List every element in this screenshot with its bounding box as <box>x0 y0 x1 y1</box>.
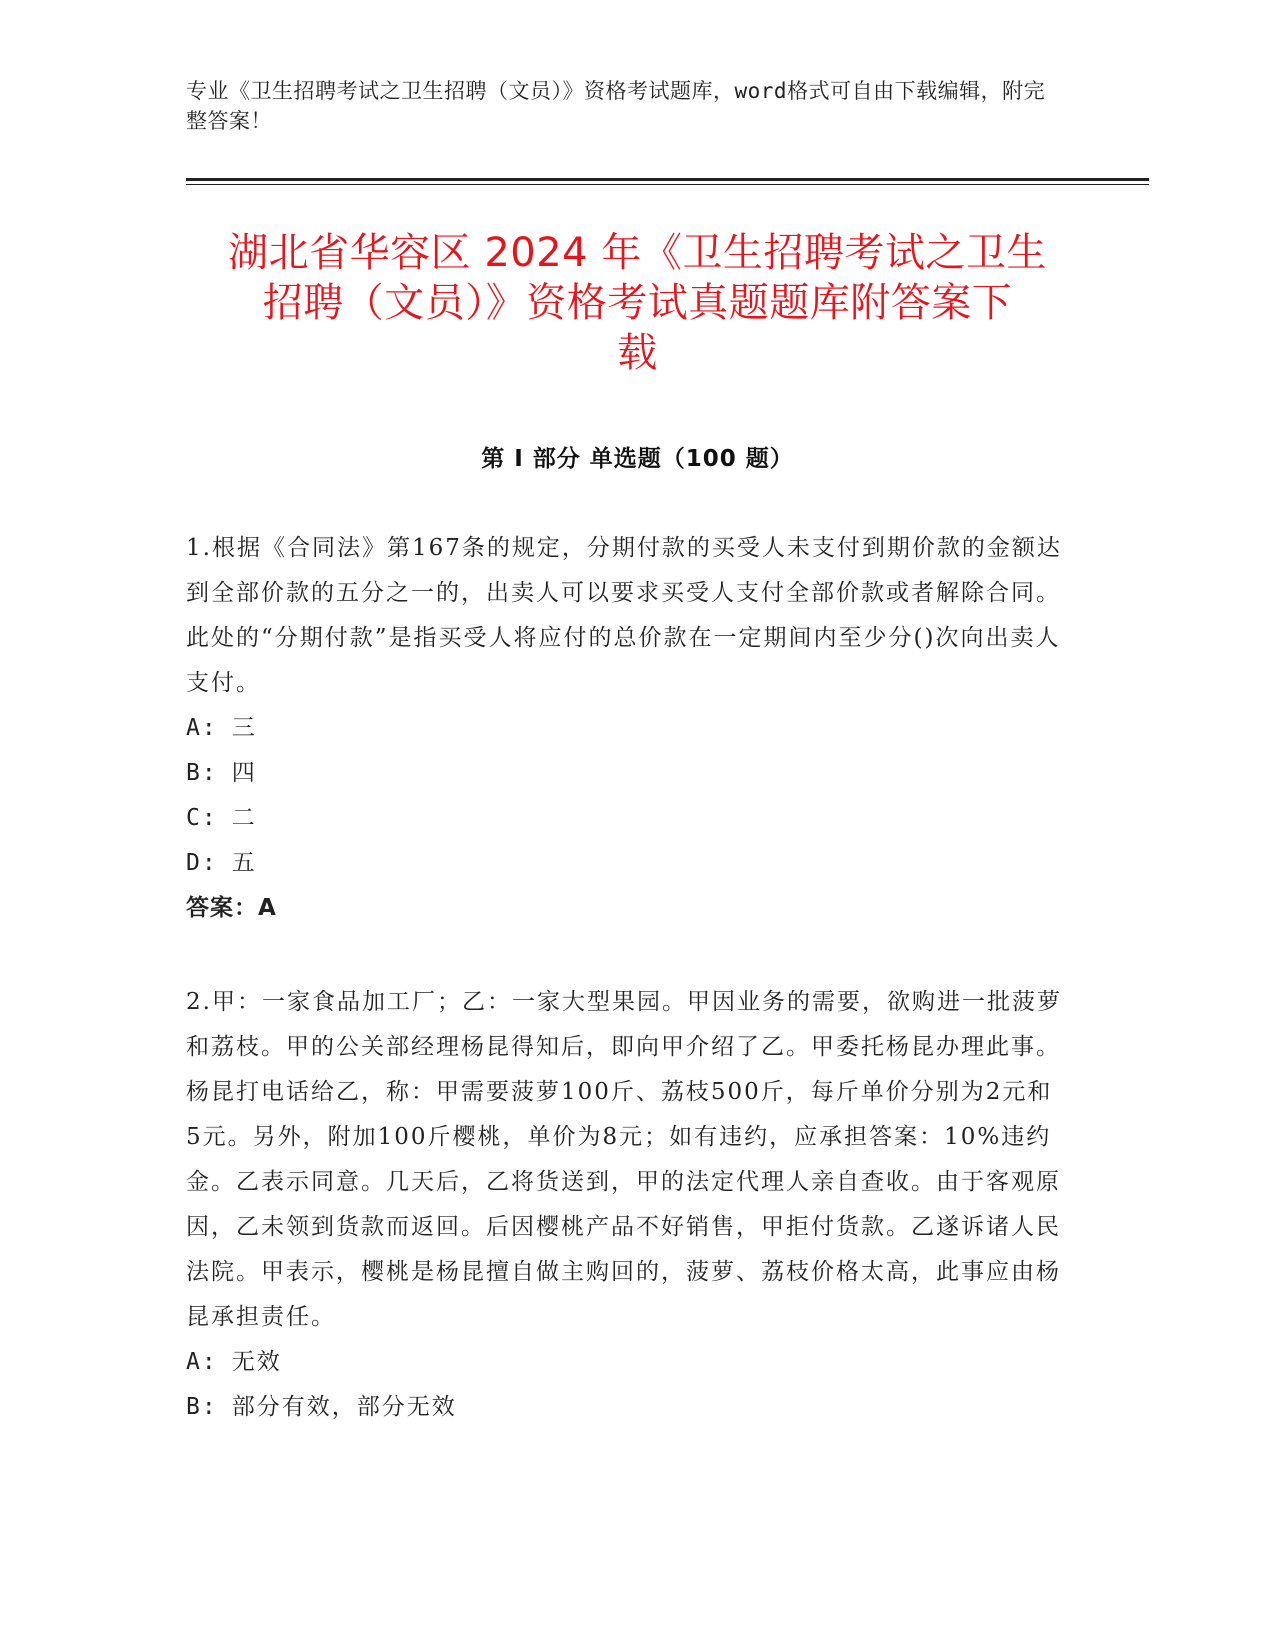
answer-line: 答案：A <box>186 895 277 921</box>
option-key: C: <box>186 805 218 831</box>
header-divider-thin <box>186 184 1149 185</box>
option-text: 五 <box>231 850 257 876</box>
option-text: 部分有效，部分无效 <box>231 1394 457 1420</box>
option-key: B: <box>186 760 218 786</box>
option-b <box>186 1385 1066 1430</box>
option-a <box>186 1340 1066 1385</box>
question-2 <box>186 980 1066 1430</box>
option-b <box>186 751 1066 796</box>
question-stem: 2.甲：一家食品加工厂；乙：一家大型果园。甲因业务的需要，欲购进一批菠萝和荔枝。甲的公关部经理杨昆得知后，即向甲介绍了乙。甲委托杨昆办理此事。杨昆打电话给乙，称：甲需要菠萝100斤、荔枝500斤，每斤单价分别为2元和5元。另外，附加100斤樱桃，单价为8元；如有违约，应承担答案：10%违约金。乙表示同意。几天后，乙将货送到，甲的法定代理人亲自查收。由于客观原因，乙未领到货款而返回。后因樱桃产品不好销售，甲拒付货款。乙遂诉诸人民法院。甲表示，樱桃是杨昆擅自做主购回的，菠萝、荔枝价格太高，此事应由杨昆承担责任。 <box>186 989 1062 1330</box>
option-key: D: <box>186 850 218 876</box>
header-divider <box>186 178 1149 181</box>
option-text: 四 <box>231 760 257 786</box>
question-1 <box>186 526 1066 931</box>
document-title-line-3: 载 <box>617 330 658 376</box>
option-key: B: <box>186 1394 218 1420</box>
option-d <box>186 841 1066 886</box>
option-c <box>186 796 1066 841</box>
option-text: 三 <box>231 715 257 741</box>
question-stem: 1.根据《合同法》第167条的规定，分期付款的买受人未支付到期价款的金额达到全部价款的五分之一的，出卖人可以要求买受人支付全部价款或者解除合同。此处的“分期付款”是指买受人将应付的总价款在一定期间内至少分()次向出卖人支付。 <box>186 535 1062 696</box>
header-note: 专业《卫生招聘考试之卫生招聘（文员）》资格考试题库，word格式可自由下载编辑，附完整答案！ <box>186 79 1046 133</box>
option-text: 无效 <box>231 1349 282 1375</box>
option-text: 二 <box>231 805 257 831</box>
document-title-line-2: 招聘（文员）》资格考试真题题库附答案下 <box>262 280 1013 326</box>
document-title <box>170 228 1105 378</box>
document-title-line-1: 湖北省华容区 2024 年《卫生招聘考试之卫生 <box>228 230 1047 276</box>
option-key: A: <box>186 1349 218 1375</box>
option-a <box>186 706 1066 751</box>
section-heading: 第 I 部分 单选题（100 题） <box>481 446 794 472</box>
option-key: A: <box>186 715 218 741</box>
